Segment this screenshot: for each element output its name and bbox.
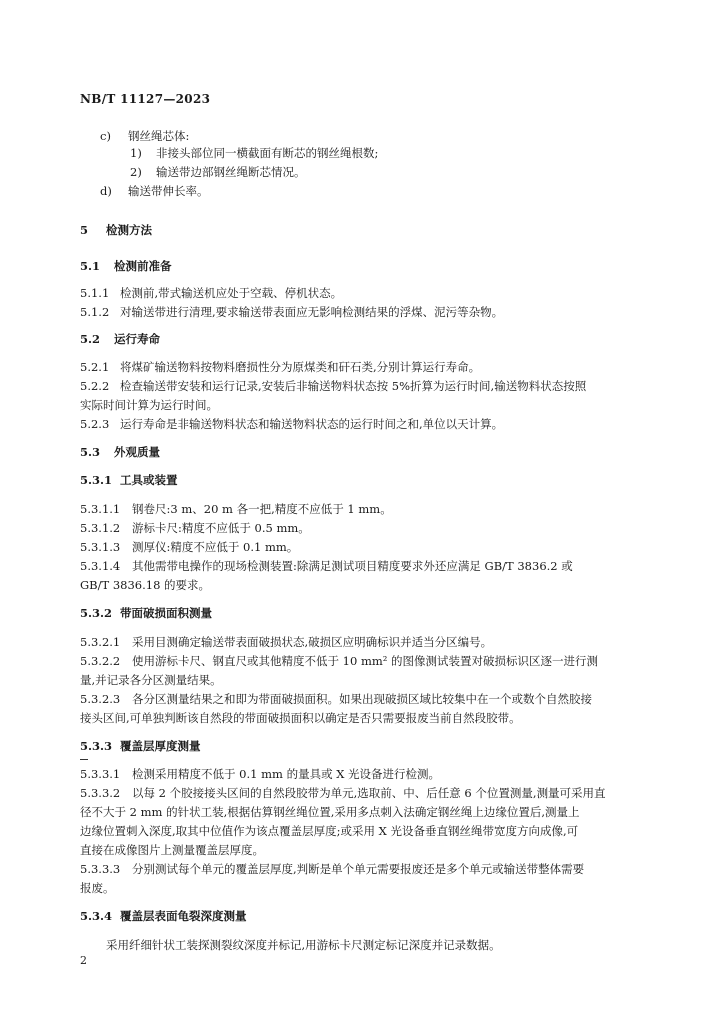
section-number: 5.3.4 (80, 909, 113, 923)
clause-5-3-3-2-continuation: 边缘位置刺入深度,取其中位值作为该点覆盖层厚度;或采用 X 光设备垂直钢丝绳带宽度方向成像,可 (80, 824, 579, 838)
list-marker: 1) (130, 146, 142, 160)
section-number: 5.3.2 (80, 606, 113, 620)
clause-5-3-1-1 (80, 501, 392, 517)
section-number: 5.1 (80, 259, 101, 273)
clause-number: 5.3.1.4 (80, 559, 121, 573)
section-number: 5.3.1 (80, 473, 113, 487)
list-item-c1 (130, 145, 378, 161)
clause-5-3-1-2 (80, 520, 310, 536)
clause-text: 对输送带进行清理,要求输送带表面应无影响检测结果的浮煤、泥污等杂物。 (120, 305, 504, 319)
clause-text: 测厚仪:精度不应低于 0.1 mm。 (132, 540, 299, 554)
clause-5-3-1-4-continuation: GB/T 3836.18 的要求。 (80, 578, 211, 592)
list-text: 钢丝绳芯体: (128, 129, 190, 143)
clause-5-3-1-3 (80, 539, 298, 555)
clause-number: 5.3.3.2 (80, 786, 121, 800)
section-title: 覆盖层表面龟裂深度测量 (120, 909, 247, 923)
section-heading-5-3-4 (80, 908, 247, 924)
clause-text: 各分区测量结果之和即为带面破损面积。如果出现破损区域比较集中在一个或数个自然胶接 (132, 692, 592, 706)
section-title: 带面破损面积测量 (120, 606, 212, 620)
clause-text: 分别测试每个单元的覆盖层厚度,判断是单个单元需要报废还是多个单元或输送带整体需要 (132, 862, 585, 876)
section-title: 检测方法 (106, 223, 152, 237)
clause-text: 检测采用精度不低于 0.1 mm 的量具或 X 光设备进行检测。 (132, 767, 441, 781)
clause-number: 5.3.3.1 (80, 767, 121, 781)
section-number: 5.3.3 (80, 739, 113, 753)
clause-text: 检测前,带式输送机应处于空载、停机状态。 (120, 286, 343, 300)
list-item-d (100, 183, 209, 199)
list-item-c (100, 128, 189, 144)
clause-number: 5.1.1 (80, 286, 110, 300)
clause-5-3-4-text: 采用纤细针状工装探测裂纹深度并标记,用游标卡尺测定标记深度并记录数据。 (106, 938, 501, 952)
clause-number: 5.3.1.1 (80, 502, 121, 516)
clause-5-3-3-2 (80, 785, 606, 801)
clause-5-1-1 (80, 285, 342, 301)
clause-5-3-2-3 (80, 691, 592, 707)
section-title: 检测前准备 (114, 259, 172, 273)
section-title: 运行寿命 (114, 332, 160, 346)
clause-text: 将煤矿输送物料按物料磨损性分为原煤类和矸石类,分别计算运行寿命。 (120, 360, 481, 374)
section-heading-5-2 (80, 331, 160, 347)
section-heading-5 (80, 222, 152, 238)
section-title: 工具或装置 (120, 473, 178, 487)
clause-text: 以每 2 个胶接接头区间的自然段胶带为单元,选取前、中、后任意 6 个位置测量,测量可采用直 (132, 786, 606, 800)
clause-text: 钢卷尺:3 m、20 m 各一把,精度不应低于 1 mm。 (132, 502, 392, 516)
clause-5-3-3-3-continuation: 报废。 (80, 881, 115, 895)
section-title: 覆盖层厚度测量 (120, 739, 201, 753)
section-number: 5.3 (80, 445, 101, 459)
clause-5-3-2-2-continuation: 量,并记录各分区测量结果。 (80, 673, 222, 687)
clause-number: 5.2.1 (80, 360, 110, 374)
page-number: 2 (80, 954, 87, 967)
list-text: 输送带边部钢丝绳断芯情况。 (156, 165, 306, 179)
clause-number: 5.3.2.3 (80, 692, 121, 706)
clause-number: 5.3.1.2 (80, 521, 121, 535)
section-heading-5-3-1 (80, 472, 178, 488)
list-marker: c) (100, 129, 111, 143)
clause-5-3-3-2-continuation: 直接在成像图片上测量覆盖层厚度。 (80, 843, 264, 857)
clause-5-2-3 (80, 416, 503, 432)
clause-5-1-2 (80, 304, 503, 320)
clause-5-2-2 (80, 378, 586, 394)
section-number: 5 (80, 223, 89, 237)
list-text: 输送带伸长率。 (128, 184, 209, 198)
clause-text: 检查输送带安装和运行记录,安装后非输送物料状态按 5%折算为运行时间,输送物料状态按照 (120, 379, 587, 393)
clause-5-2-1 (80, 359, 480, 375)
list-marker: 2) (130, 165, 142, 179)
section-heading-5-1 (80, 258, 172, 274)
stray-mark (80, 759, 88, 760)
section-title: 外观质量 (114, 445, 160, 459)
clause-text: 游标卡尺:精度不应低于 0.5 mm。 (132, 521, 310, 535)
clause-number: 5.2.3 (80, 417, 110, 431)
clause-5-3-1-4 (80, 558, 573, 574)
clause-number: 5.2.2 (80, 379, 110, 393)
clause-5-3-3-3 (80, 861, 584, 877)
clause-text: 运行寿命是非输送物料状态和输送物料状态的运行时间之和,单位以天计算。 (120, 417, 504, 431)
section-number: 5.2 (80, 332, 101, 346)
clause-text: 使用游标卡尺、钢直尺或其他精度不低于 10 mm² 的图像测试装置对破损标识区逐一进行测 (132, 654, 599, 668)
list-item-c2 (130, 164, 306, 180)
clause-text: 采用目测确定输送带表面破损状态,破损区应明确标识并适当分区编号。 (132, 635, 493, 649)
clause-5-3-3-1 (80, 766, 440, 782)
clause-5-3-2-3-continuation: 接头区间,可单独判断该自然段的带面破损面积以确定是否只需要报废当前自然段胶带。 (80, 711, 521, 725)
clause-text: 其他需带电操作的现场检测装置:除满足测试项目精度要求外还应满足 GB/T 3836.2 或 (132, 559, 573, 573)
section-heading-5-3-2 (80, 605, 212, 621)
list-marker: d) (100, 184, 112, 198)
section-heading-5-3-3 (80, 738, 201, 754)
clause-5-3-3-2-continuation: 径不大于 2 mm 的针状工装,根据估算钢丝绳位置,采用多点刺入法确定钢丝绳上边缘位置后,测量上 (80, 805, 580, 819)
clause-number: 5.1.2 (80, 305, 110, 319)
standard-number: NB/T 11127—2023 (80, 92, 211, 106)
clause-5-3-2-2 (80, 653, 598, 669)
clause-number: 5.3.2.1 (80, 635, 121, 649)
clause-5-2-2-continuation: 实际时间计算为运行时间。 (80, 398, 218, 412)
list-text: 非接头部位同一横截面有断芯的钢丝绳根数; (156, 146, 379, 160)
clause-5-3-2-1 (80, 634, 492, 650)
clause-number: 5.3.3.3 (80, 862, 121, 876)
section-heading-5-3 (80, 444, 160, 460)
clause-number: 5.3.1.3 (80, 540, 121, 554)
clause-number: 5.3.2.2 (80, 654, 121, 668)
